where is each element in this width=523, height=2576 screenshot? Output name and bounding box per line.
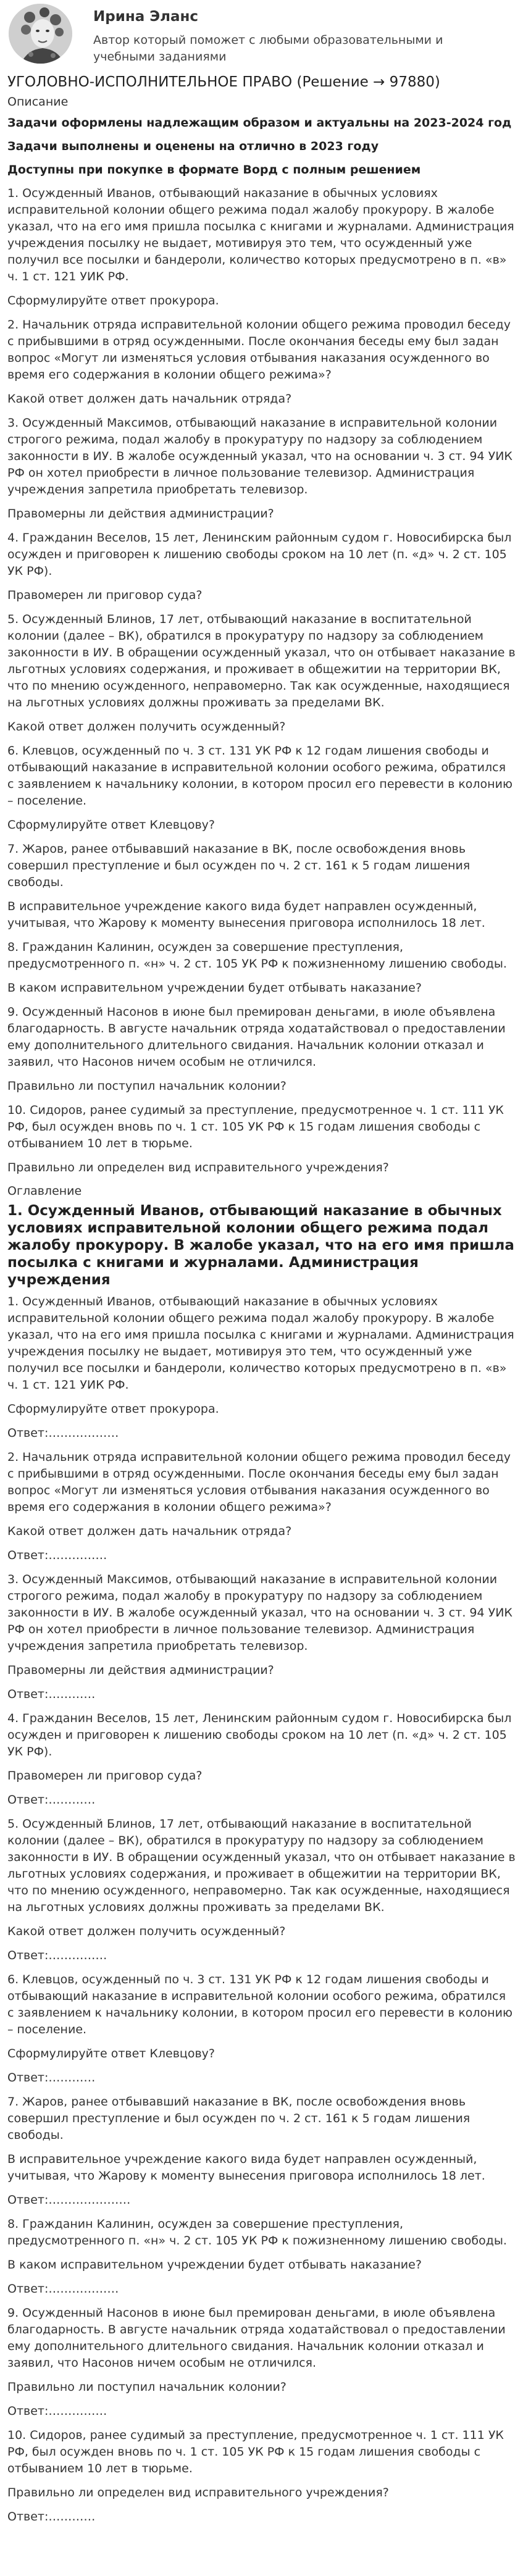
answer-dots: …………	[48, 2510, 96, 2524]
task-text: 8. Гражданин Калинин, осужден за совершение преступления, предусмотренного п. «н» ч. 2 ст. 105 УК РФ к пожизненному лишению свободы.	[7, 940, 507, 971]
answer-label: Ответ:	[7, 2404, 49, 2418]
answer-dots: ………………	[48, 2282, 119, 2296]
answer-dots: …………	[48, 2071, 96, 2085]
task-text: 5. Осужденный Блинов, 17 лет, отбывающий наказание в воспитательной колонии (далее – ВК), обратился в прокуратуру по надзору за соблюдением законности в ИУ. В обращении осужденный указал, что он отбывает наказание в льготных условиях содержания, и проживает в общежитии на территории ВК, что по мнению осужденного, неправомерно. Так как осужденные, находящиеся на льготных условиях должны проживать за пределами ВК.	[7, 1817, 516, 1914]
answer-label: Ответ:	[7, 2282, 49, 2296]
task-question: В каком исправительном учреждении будет отбывать наказание?	[7, 2258, 422, 2272]
answer-dots: ……………	[48, 1549, 107, 1562]
answer-line	[7, 2509, 516, 2525]
answer-dots: …………	[48, 1793, 96, 1807]
avatar[interactable]	[9, 4, 72, 64]
bold-line: Доступны при покупке в формате Ворд с полным решением	[7, 163, 421, 177]
task-text: 7. Жаров, ранее отбывавший наказание в ВК, после освобождения вновь совершил преступление и был осужден по ч. 2 ст. 161 к 5 годам лишения свободы.	[7, 2095, 471, 2142]
task-question: Правильно ли поступил начальник колонии?	[7, 2380, 287, 2394]
answer-line	[7, 1547, 516, 1564]
answer-label: Ответ:	[7, 1793, 49, 1807]
toc-heading[interactable]: 1. Осужденный Иванов, отбывающий наказание в обычных условиях исправительной колонии общего режима подал жалобу прокурору. В жалобе указал, что на его имя пришла посылка с книгами и журналами. Администрация учреждения	[7, 1203, 514, 1288]
tasks-with-answers	[7, 1294, 516, 2525]
task-text: 9. Осужденный Насонов в июне был премирован деньгами, в июле объявлена благодарность. В августе начальник отряда ходатайствовал о предоставлении ему дополнительного длительного свидания. Начальник колонии отказал и заявил, что Насонов ничем особым не отличился.	[7, 2306, 506, 2370]
task-text: 10. Сидоров, ранее судимый за преступление, предусмотренное ч. 1 ст. 111 УК РФ, был осужден вновь по ч. 1 ст. 105 УК РФ к 15 годам лишения свободы с отбыванием 10 лет в тюрьме.	[7, 1103, 504, 1150]
answer-line	[7, 2403, 516, 2420]
task-question: Какой ответ должен получить осужденный?	[7, 1925, 286, 1938]
answer-label: Ответ:	[7, 1949, 49, 1962]
page-title: УГОЛОВНО-ИСПОЛНИТЕЛЬНОЕ ПРАВО (Решение → 97880)	[7, 74, 440, 90]
task-text: 6. Клевцов, осужденный по ч. 3 ст. 131 УК РФ к 12 годам лишения свободы и отбывающий наказание в исправительной колонии особого режима, обратился с заявлением к начальнику колонии, в котором просил его перевести в колонию – поселение.	[7, 744, 513, 808]
answer-dots: …………	[48, 1687, 96, 1701]
answer-dots: …………………	[48, 2193, 131, 2207]
task-text: 2. Начальник отряда исправительной колонии общего режима проводил беседу с прибывшими в отряд осужденными. После окончания беседы ему был задан вопрос «Могут ли изменяться условия отбывания наказания осужденного во время его содержания в колонии общего режима»?	[7, 318, 511, 382]
answer-line	[7, 1792, 516, 1809]
task-question: Какой ответ должен дать начальник отряда?	[7, 1524, 292, 1538]
bold-line: Задачи оформлены надлежащим образом и актуальны на 2023-2024 год	[7, 116, 512, 130]
task-question: Правильно ли определен вид исправительного учреждения?	[7, 1161, 389, 1174]
task-text: 7. Жаров, ранее отбывавший наказание в ВК, после освобождения вновь совершил преступление и был осужден по ч. 2 ст. 161 к 5 годам лишения свободы.	[7, 842, 471, 889]
author-header	[7, 0, 516, 65]
task-question: Правомерны ли действия администрации?	[7, 507, 274, 521]
task-question: Правильно ли определен вид исправительного учреждения?	[7, 2486, 389, 2499]
description-tasks	[7, 185, 516, 1176]
task-text: 10. Сидоров, ранее судимый за преступление, предусмотренное ч. 1 ст. 111 УК РФ, был осужден вновь по ч. 1 ст. 105 УК РФ к 15 годам лишения свободы с отбыванием 10 лет в тюрьме.	[7, 2428, 504, 2475]
answer-label: Ответ:	[7, 1687, 49, 1701]
task-text: 3. Осужденный Максимов, отбывающий наказание в исправительной колонии строгого режима, подал жалобу в прокуратуру по надзору за соблюдением законности в ИУ. В жалобе осужденный указал, что на основании ч. 3 ст. 94 УИК РФ он хотел приобрести в личное пользование телевизор. Администрация учреждения запретила приобретать телевизор.	[7, 416, 513, 496]
answer-line	[7, 2281, 516, 2298]
answer-line	[7, 1947, 516, 1964]
answer-label: Ответ:	[7, 1426, 49, 1440]
answer-line	[7, 1425, 516, 1442]
avatar-photo-icon	[9, 4, 72, 64]
task-question: Сформулируйте ответ прокурора.	[7, 1402, 219, 1416]
description-label: Описание	[7, 95, 69, 109]
task-text: 9. Осужденный Насонов в июне был премирован деньгами, в июле объявлена благодарность. В августе начальник отряда ходатайствовал о предоставлении ему дополнительного длительного свидания. Начальник колонии отказал и заявил, что Насонов ничем особым не отличился.	[7, 1005, 506, 1069]
answer-label: Ответ:	[7, 2193, 49, 2207]
answer-dots: ……………	[48, 1949, 107, 1962]
task-question: В исправительное учреждение какого вида будет направлен осужденный, учитывая, что Жарову к моменту вынесения приговора исполнилось 18 лет.	[7, 900, 485, 930]
task-question: Правомерен ли приговор суда?	[7, 1769, 203, 1783]
author-bio: Автор который поможет с любыми образовательными и учебными заданиями	[93, 33, 443, 64]
answer-dots: ………………	[48, 1426, 119, 1440]
author-info	[93, 4, 476, 65]
toc-label: Оглавление	[7, 1184, 82, 1198]
bold-line: Задачи выполнены и оценены на отлично в 2023 году	[7, 140, 379, 153]
answer-dots: ……………	[48, 2404, 107, 2418]
answer-line	[7, 1686, 516, 1703]
task-text: 1. Осужденный Иванов, отбывающий наказание в обычных условиях исправительной колонии общего режима подал жалобу прокурору. В жалобе указал, что на его имя пришла посылка с книгами и журналами. Администрация учреждения посылку не выдает, мотивируя это тем, что осужденный уже получил все посылки и бандероли, количество которых предусмотрено в п. «в» ч. 1 ст. 121 УИК РФ.	[7, 1295, 514, 1392]
task-text: 2. Начальник отряда исправительной колонии общего режима проводил беседу с прибывшими в отряд осужденными. После окончания беседы ему был задан вопрос «Могут ли изменяться условия отбывания наказания осужденного во время его содержания в колонии общего режима»?	[7, 1450, 511, 1514]
answer-label: Ответ:	[7, 2510, 49, 2524]
answer-label: Ответ:	[7, 2071, 49, 2085]
task-question: Правильно ли поступил начальник колонии?	[7, 1079, 287, 1093]
task-text: 1. Осужденный Иванов, отбывающий наказание в обычных условиях исправительной колонии общего режима подал жалобу прокурору. В жалобе указал, что на его имя пришла посылка с книгами и журналами. Администрация учреждения посылку не выдает, мотивируя это тем, что осужденный уже получил все посылки и бандероли, количество которых предусмотрено в п. «в» ч. 1 ст. 121 УИК РФ.	[7, 186, 514, 283]
task-question: Сформулируйте ответ прокурора.	[7, 294, 219, 307]
author-name[interactable]: Ирина Эланс	[93, 9, 199, 25]
task-text: 6. Клевцов, осужденный по ч. 3 ст. 131 УК РФ к 12 годам лишения свободы и отбывающий наказание в исправительной колонии особого режима, обратился с заявлением к начальнику колонии, в котором просил его перевести в колонию – поселение.	[7, 1973, 513, 2036]
task-question: Какой ответ должен получить осужденный?	[7, 720, 286, 734]
task-text: 4. Гражданин Веселов, 15 лет, Ленинским районным судом г. Новосибирска был осужден и приговорен к лишению свободы сроком на 10 лет (п. «д» ч. 2 ст. 105 УК РФ).	[7, 1712, 512, 1758]
task-question: В каком исправительном учреждении будет отбывать наказание?	[7, 981, 422, 995]
task-question: В исправительное учреждение какого вида будет направлен осужденный, учитывая, что Жарову к моменту вынесения приговора исполнилось 18 лет.	[7, 2152, 485, 2183]
task-question: Сформулируйте ответ Клевцову?	[7, 818, 215, 832]
task-text: 5. Осужденный Блинов, 17 лет, отбывающий наказание в воспитательной колонии (далее – ВК), обратился в прокуратуру по надзору за соблюдением законности в ИУ. В обращении осужденный указал, что он отбывает наказание в льготных условиях содержания, и проживает в общежитии на территории ВК, что по мнению осужденного, неправомерно. Так как осужденные, находящиеся на льготных условиях должны проживать за пределами ВК.	[7, 613, 516, 709]
answer-label: Ответ:	[7, 1549, 49, 1562]
task-question: Правомерен ли приговор суда?	[7, 588, 203, 602]
answer-line	[7, 2070, 516, 2086]
task-question: Правомерны ли действия администрации?	[7, 1663, 274, 1677]
task-text: 8. Гражданин Калинин, осужден за совершение преступления, предусмотренного п. «н» ч. 2 ст. 105 УК РФ к пожизненному лишению свободы.	[7, 2217, 507, 2248]
task-question: Сформулируйте ответ Клевцову?	[7, 2047, 215, 2060]
task-text: 4. Гражданин Веселов, 15 лет, Ленинским районным судом г. Новосибирска был осужден и приговорен к лишению свободы сроком на 10 лет (п. «д» ч. 2 ст. 105 УК РФ).	[7, 531, 512, 578]
task-text: 3. Осужденный Максимов, отбывающий наказание в исправительной колонии строгого режима, подал жалобу в прокуратуру по надзору за соблюдением законности в ИУ. В жалобе осужденный указал, что на основании ч. 3 ст. 94 УИК РФ он хотел приобрести в личное пользование телевизор. Администрация учреждения запретила приобретать телевизор.	[7, 1573, 513, 1653]
task-question: Какой ответ должен дать начальник отряда?	[7, 392, 292, 406]
answer-line	[7, 2192, 516, 2209]
